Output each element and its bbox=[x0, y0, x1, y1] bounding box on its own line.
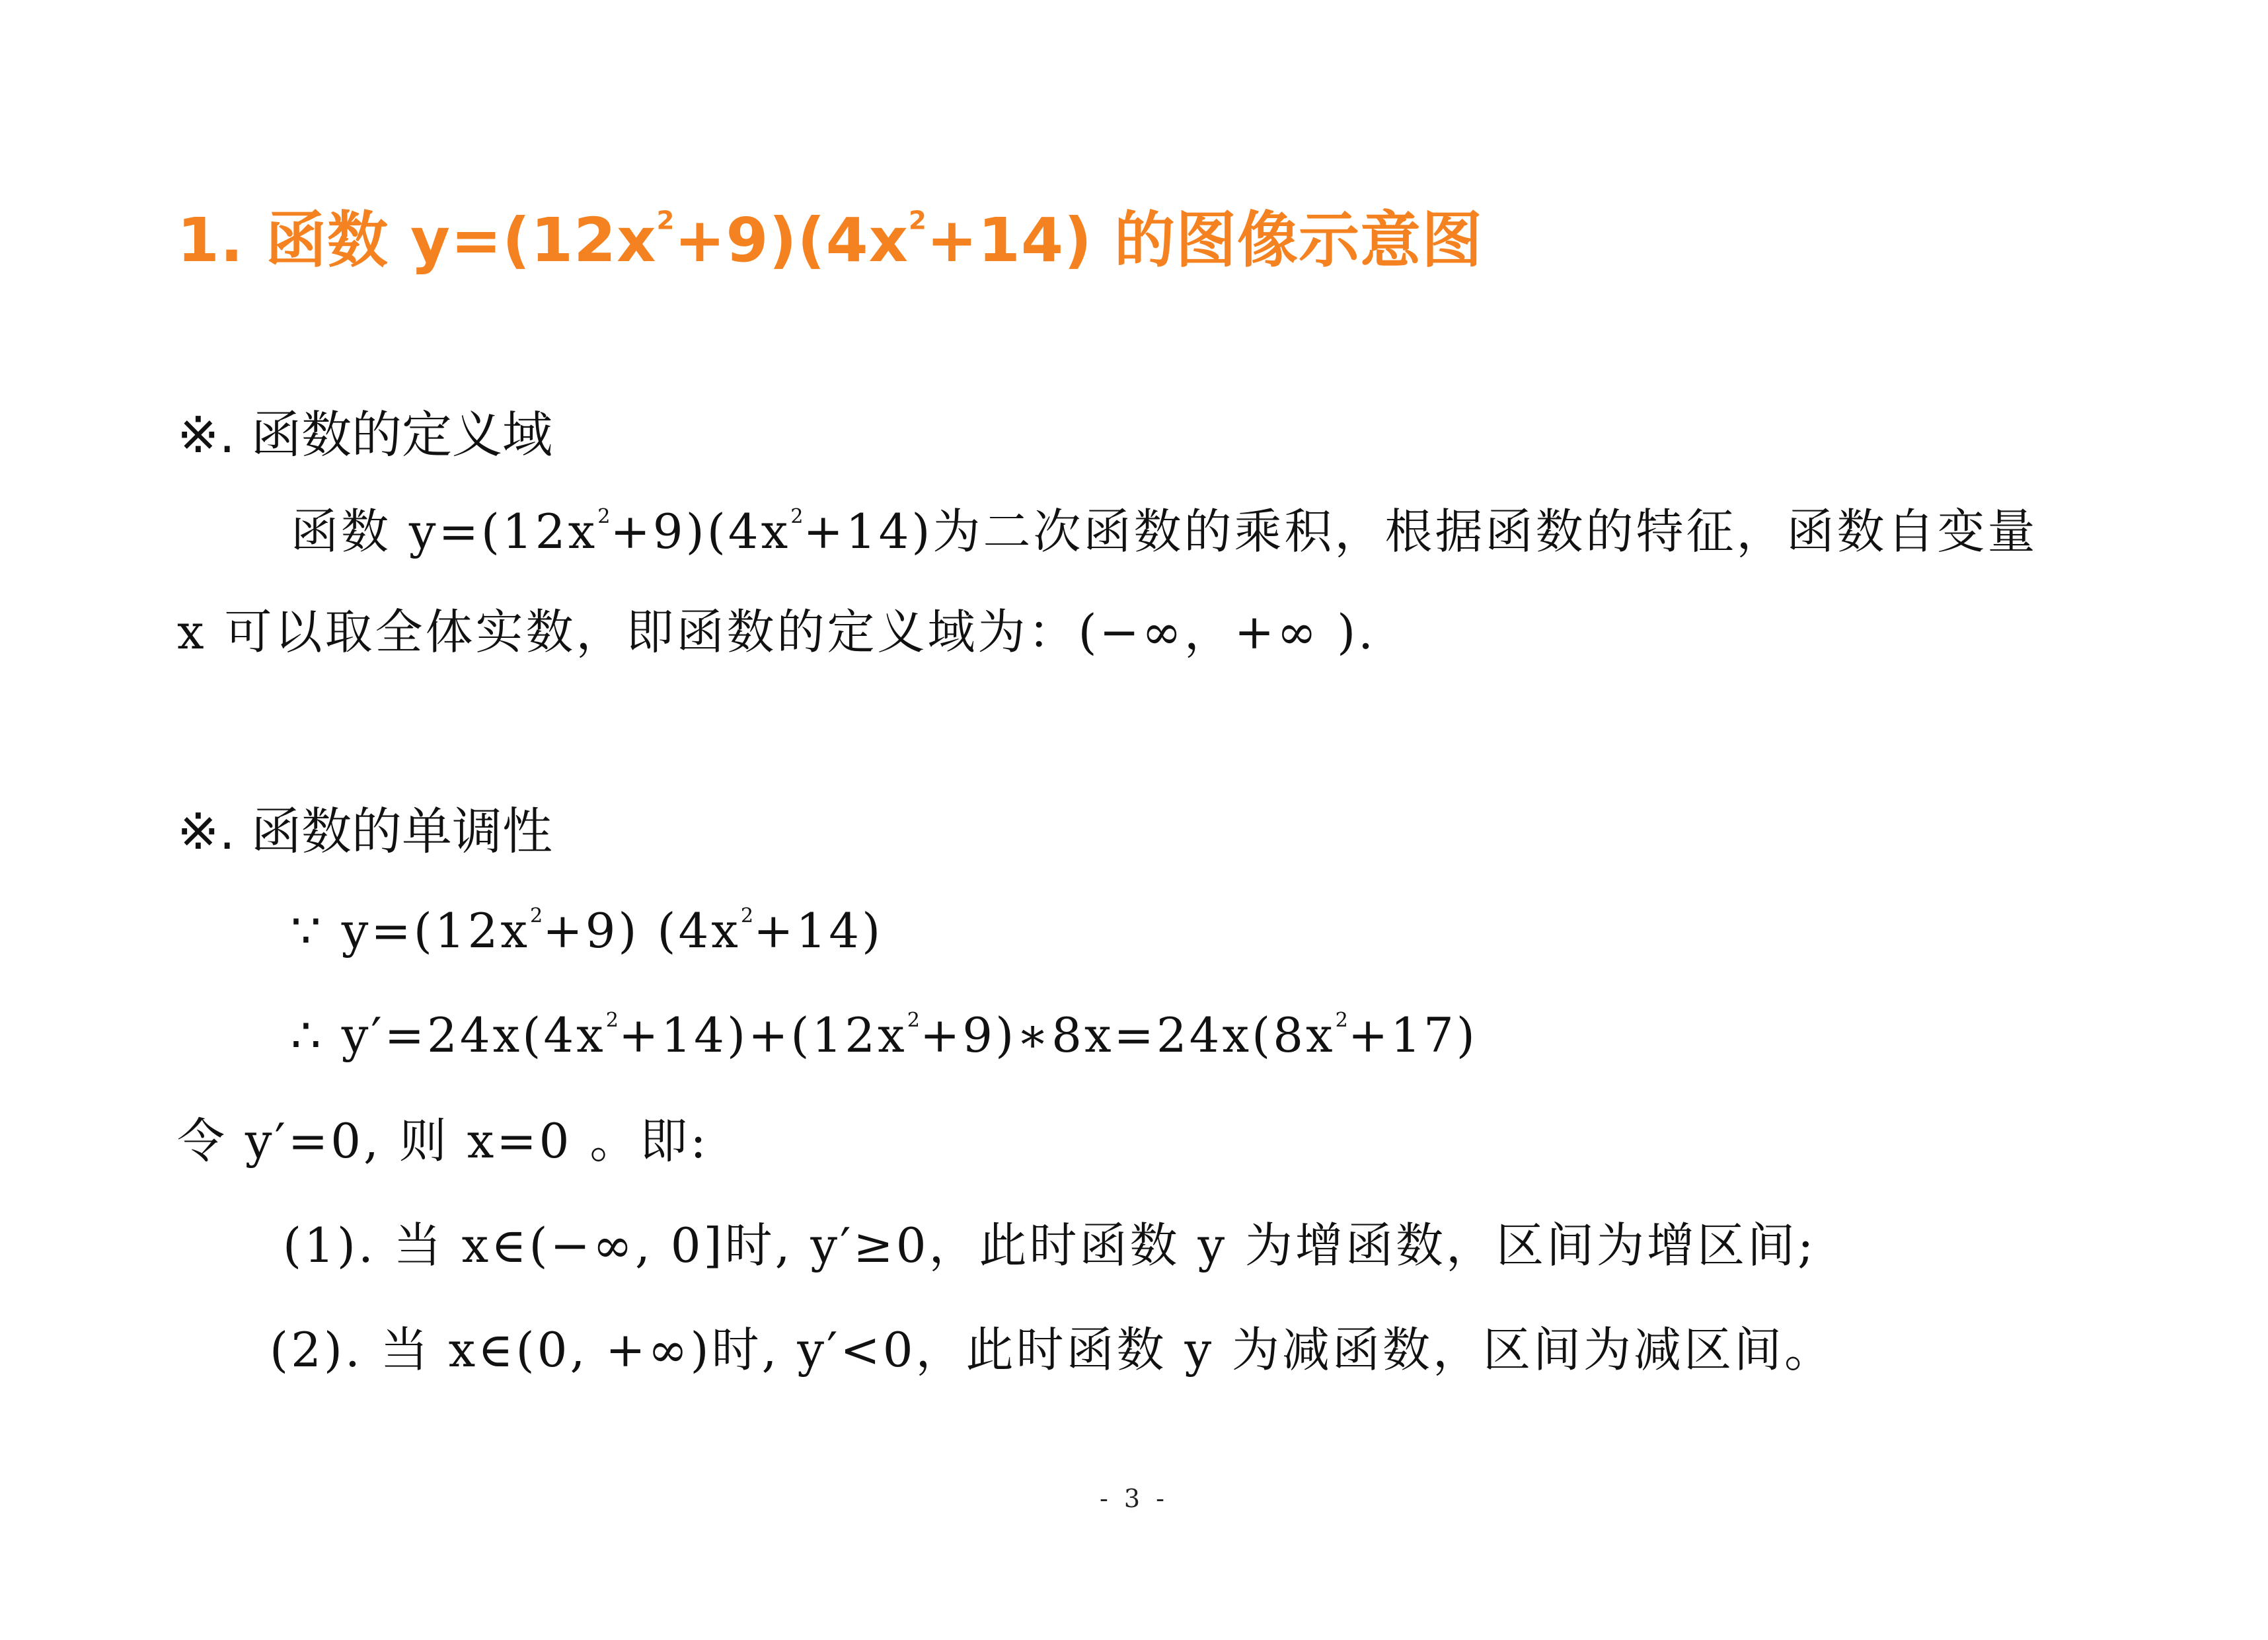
therefore-part3: +9)∗8x=24x(8x bbox=[919, 1007, 1336, 1063]
page-title bbox=[177, 205, 1484, 276]
because-part3: +14) bbox=[753, 903, 884, 958]
therefore-sup2: 2 bbox=[907, 1009, 920, 1033]
therefore-part2: +14)+(12x bbox=[619, 1007, 907, 1063]
title-sup1: 2 bbox=[656, 206, 675, 236]
domain-p1-part1: 函数 y=(12x bbox=[291, 504, 598, 559]
case1-line: (1). 当 x∈(−∞, 0]时, y′≥0，此时函数 y 为增函数，区间为增区间; bbox=[283, 1218, 1817, 1273]
monotonicity-section-heading: ※. 函数的单调性 bbox=[177, 802, 552, 861]
domain-paragraph-line1 bbox=[291, 504, 2038, 559]
because-sup2: 2 bbox=[740, 904, 754, 928]
therefore-part4: +17) bbox=[1347, 1007, 1478, 1063]
title-sup2: 2 bbox=[908, 206, 926, 236]
title-part3: +14) 的图像示意图 bbox=[926, 205, 1484, 276]
therefore-sup1: 2 bbox=[605, 1009, 619, 1033]
title-part1: 1. 函数 y=(12x bbox=[177, 205, 657, 276]
page-number: - 3 - bbox=[1099, 1484, 1168, 1513]
domain-paragraph-line2: x 可以取全体实数，即函数的定义域为：(−∞，+∞ ). bbox=[177, 604, 1377, 660]
because-part1: ∵ y=(12x bbox=[291, 903, 531, 958]
because-line bbox=[291, 903, 884, 958]
case2-line: (2). 当 x∈(0, +∞)时, y′<0，此时函数 y 为减函数，区间为减区间。 bbox=[270, 1322, 1835, 1378]
let-line: 令 y′=0, 则 x=0 。即: bbox=[177, 1113, 709, 1169]
domain-p1-sup1: 2 bbox=[597, 505, 611, 529]
domain-p1-sup2: 2 bbox=[790, 505, 804, 529]
domain-section-heading: ※. 函数的定义域 bbox=[177, 405, 552, 464]
domain-p1-part2: +9)(4x bbox=[610, 504, 791, 559]
title-part2: +9)(4x bbox=[674, 205, 909, 276]
therefore-part1: ∴ y′=24x(4x bbox=[291, 1007, 606, 1063]
because-part2: +9) (4x bbox=[543, 903, 741, 958]
therefore-sup3: 2 bbox=[1335, 1009, 1348, 1033]
domain-p1-part3: +14)为二次函数的乘积，根据函数的特征，函数自变量 bbox=[803, 504, 2038, 559]
therefore-line bbox=[291, 1007, 1478, 1063]
because-sup1: 2 bbox=[530, 904, 543, 928]
